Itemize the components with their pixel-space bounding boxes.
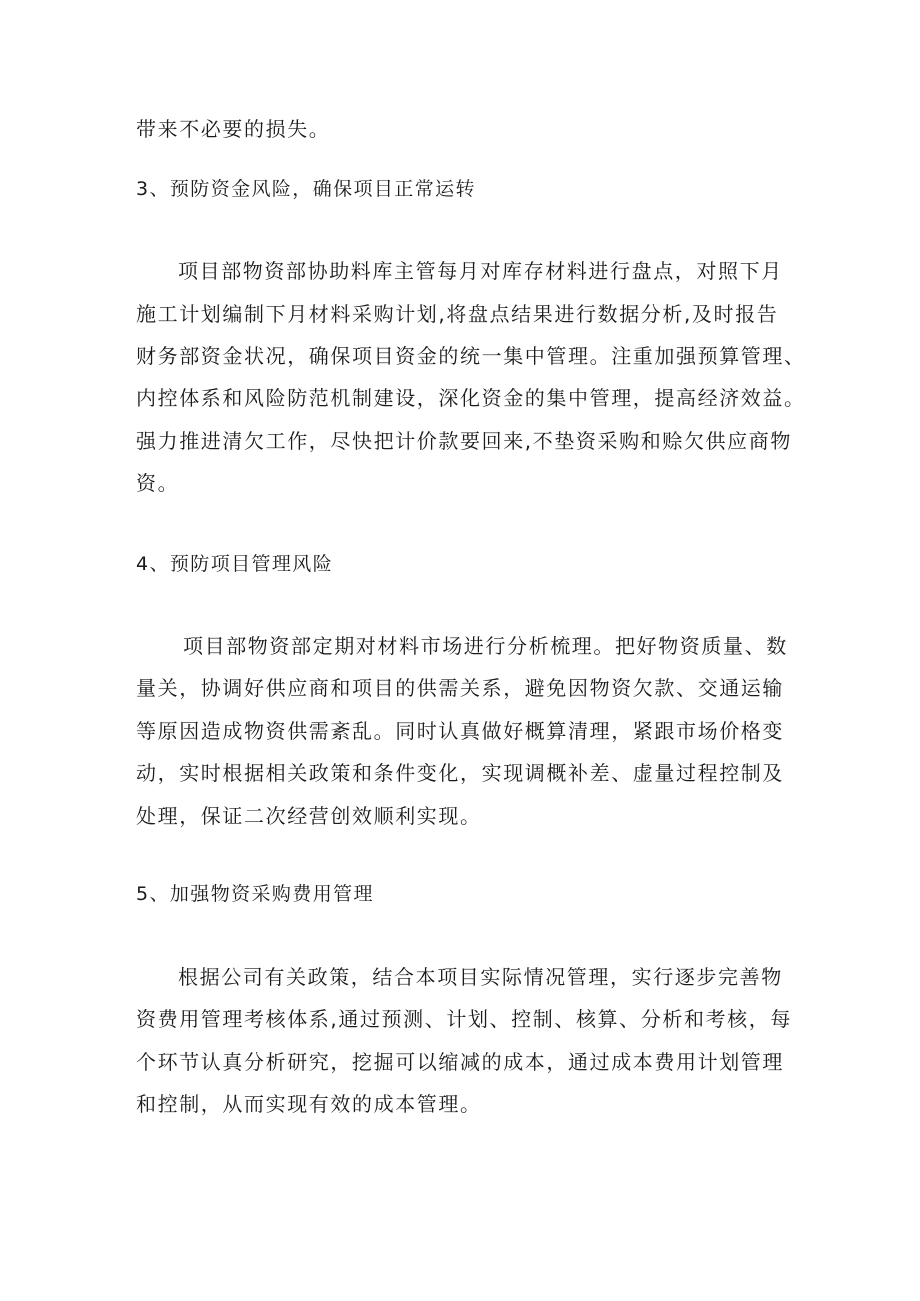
paragraph-line: 量关，协调好供应商和项目的供需关系，避免因物资欠款、交通运输	[136, 676, 784, 700]
paragraph-line: 带来不必要的损失。	[136, 117, 331, 141]
paragraph-line: 和控制，从而实现有效的成本管理。	[136, 1092, 482, 1116]
section-heading-4: 4、预防项目管理风险	[136, 553, 334, 575]
paragraph-line: 个环节认真分析研究，挖掘可以缩减的成本，通过成本费用计划管理	[136, 1050, 784, 1074]
paragraph-line: 资。	[136, 471, 180, 495]
paragraph-line: 等原因造成物资供需紊乱。同时认真做好概算清理，紧跟市场价格变	[136, 719, 784, 743]
paragraph-line: 项目部物资部定期对材料市场进行分析梳理。把好物资质量、数	[183, 634, 788, 658]
section-heading-5: 5、加强物资采购费用管理	[136, 883, 374, 905]
paragraph-line: 处理，保证二次经营创效顺利实现。	[136, 804, 482, 828]
paragraph-line: 项目部物资部协助料库主管每月对库存材料进行盘点，对照下月	[178, 259, 783, 283]
paragraph-line: 财务部资金状况，确保项目资金的统一集中管理。注重加强预算管理、	[136, 344, 806, 368]
paragraph-line: 施工计划编制下月材料采购计划,将盘点结果进行数据分析,及时报告	[136, 302, 779, 326]
section-heading-3: 3、预防资金风险，确保项目正常运转	[136, 178, 476, 200]
paragraph-line: 资费用管理考核体系,通过预测、计划、控制、核算、分析和考核，每	[136, 1007, 792, 1031]
paragraph-line: 根据公司有关政策，结合本项目实际情况管理，实行逐步完善物	[178, 965, 783, 989]
paragraph-line: 动，实时根据相关政策和条件变化，实现调概补差、虚量过程控制及	[136, 761, 784, 785]
paragraph-line: 强力推进清欠工作，尽快把计价款要回来,不垫资采购和赊欠供应商物	[136, 429, 792, 453]
paragraph-line: 内控体系和风险防范机制建设，深化资金的集中管理，提高经济效益。	[136, 386, 806, 410]
